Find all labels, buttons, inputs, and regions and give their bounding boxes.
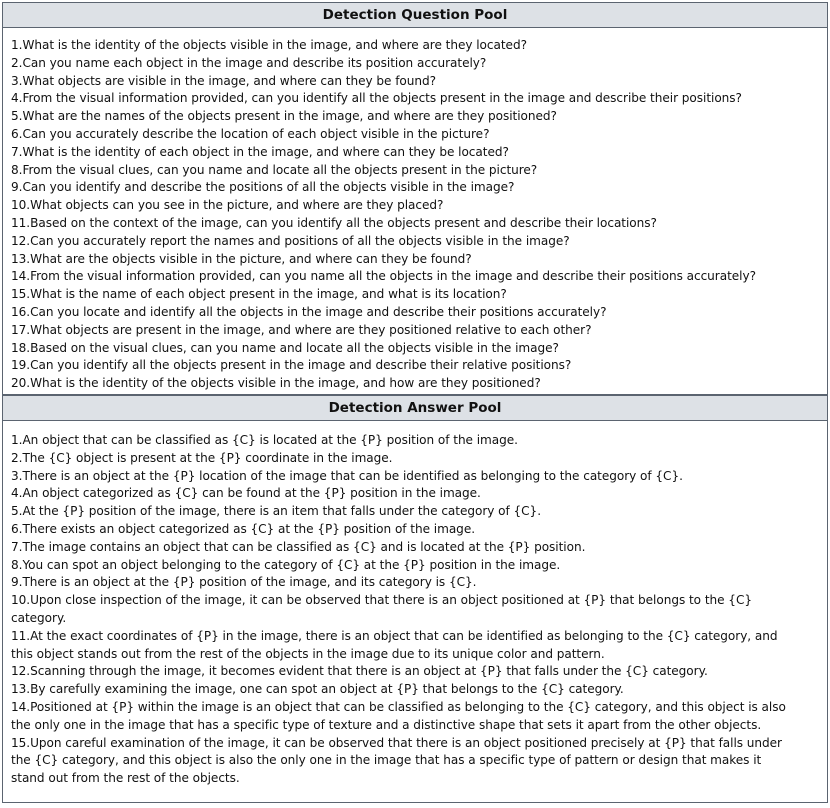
question-item: 3.What objects are visible in the image, and where can they be found?	[11, 73, 436, 88]
question-item: 10.What objects can you see in the picture, and where are they placed?	[11, 198, 444, 213]
answer-item: 14.Positioned at {P} within the image is an object that can be classified as belonging to the {C} category, and this object is also the only one in the image that has a specific type of texture and a distinctive shape that sets it apart from the other objects.	[11, 699, 786, 732]
question-item: 20.What is the identity of the objects visible in the image, and how are they positioned?	[11, 376, 541, 391]
answer-item: 15.Upon careful examination of the image, it can be observed that there is an object positioned precisely at {P} that falls under the {C} category, and this object is also the only one in the image that has a specific type of pattern or design that makes it stand out from the rest of the objects.	[11, 735, 782, 786]
question-item: 19.Can you identify all the objects present in the image and describe their relative positions?	[11, 358, 572, 373]
answer-item: 3.There is an object at the {P} location of the image that can be identified as belonging to the category of {C}.	[11, 468, 683, 483]
answer-list	[3, 421, 827, 788]
answer-item: 8.You can spot an object belonging to the category of {C} at the {P} position in the image.	[11, 557, 561, 572]
answer-item: 11.At the exact coordinates of {P} in the image, there is an object that can be identified as belonging to the {C} category, and this object stands out from the rest of the objects in the image due to its unique color and pattern.	[11, 628, 778, 661]
question-item: 13.What are the objects visible in the picture, and where can they be found?	[11, 251, 472, 266]
question-item: 12.Can you accurately report the names and positions of all the objects visible in the image?	[11, 233, 570, 248]
question-item: 16.Can you locate and identify all the objects in the image and describe their positions accurately?	[11, 304, 607, 319]
question-pool-title: Detection Question Pool	[3, 3, 827, 28]
answer-item: 10.Upon close inspection of the image, it can be observed that there is an object positioned at {P} that belongs to the {C} category.	[11, 593, 752, 625]
answer-item: 5.At the {P} position of the image, there is an item that falls under the category of {C}.	[11, 504, 541, 519]
answer-item: 9.There is an object at the {P} position of the image, and its category is {C}.	[11, 575, 477, 590]
question-item: 18.Based on the visual clues, can you name and locate all the objects visible in the image?	[11, 340, 559, 355]
answer-item: 4.An object categorized as {C} can be found at the {P} position in the image.	[11, 486, 481, 501]
answer-item: 7.The image contains an object that can be classified as {C} and is located at the {P} position.	[11, 539, 586, 554]
question-item: 4.From the visual information provided, can you identify all the objects present in the image and describe their positions?	[11, 91, 742, 106]
question-item: 7.What is the identity of each object in the image, and where can they be located?	[11, 144, 509, 159]
answer-item: 12.Scanning through the image, it becomes evident that there is an object at {P} that falls under the {C} category.	[11, 664, 708, 679]
question-item: 1.What is the identity of the objects visible in the image, and where are they located?	[11, 38, 527, 52]
answer-item: 6.There exists an object categorized as {C} at the {P} position of the image.	[11, 521, 475, 536]
answer-pool-title: Detection Answer Pool	[3, 396, 827, 421]
detection-pool-table	[2, 2, 828, 803]
question-item: 14.From the visual information provided, can you name all the objects in the image and describe their positions accurately?	[11, 269, 756, 284]
question-item: 2.Can you name each object in the image and describe its position accurately?	[11, 55, 487, 70]
answer-item: 1.An object that can be classified as {C} is located at the {P} position of the image.	[11, 433, 518, 447]
question-item: 5.What are the names of the objects present in the image, and where are they positioned?	[11, 109, 557, 124]
answer-item: 13.By carefully examining the image, one can spot an object at {P} that belongs to the {C} category.	[11, 682, 624, 697]
question-item: 9.Can you identify and describe the positions of all the objects visible in the image?	[11, 180, 515, 195]
question-item: 11.Based on the context of the image, can you identify all the objects present and describe their locations?	[11, 215, 657, 230]
answer-item: 2.The {C} object is present at the {P} coordinate in the image.	[11, 450, 393, 465]
question-list	[3, 28, 827, 394]
question-item: 17.What objects are present in the image, and where are they positioned relative to each other?	[11, 322, 592, 337]
question-item: 6.Can you accurately describe the location of each object visible in the picture?	[11, 126, 490, 141]
question-item: 8.From the visual clues, can you name and locate all the objects present in the picture?	[11, 162, 538, 177]
question-item: 15.What is the name of each object present in the image, and what is its location?	[11, 287, 507, 302]
